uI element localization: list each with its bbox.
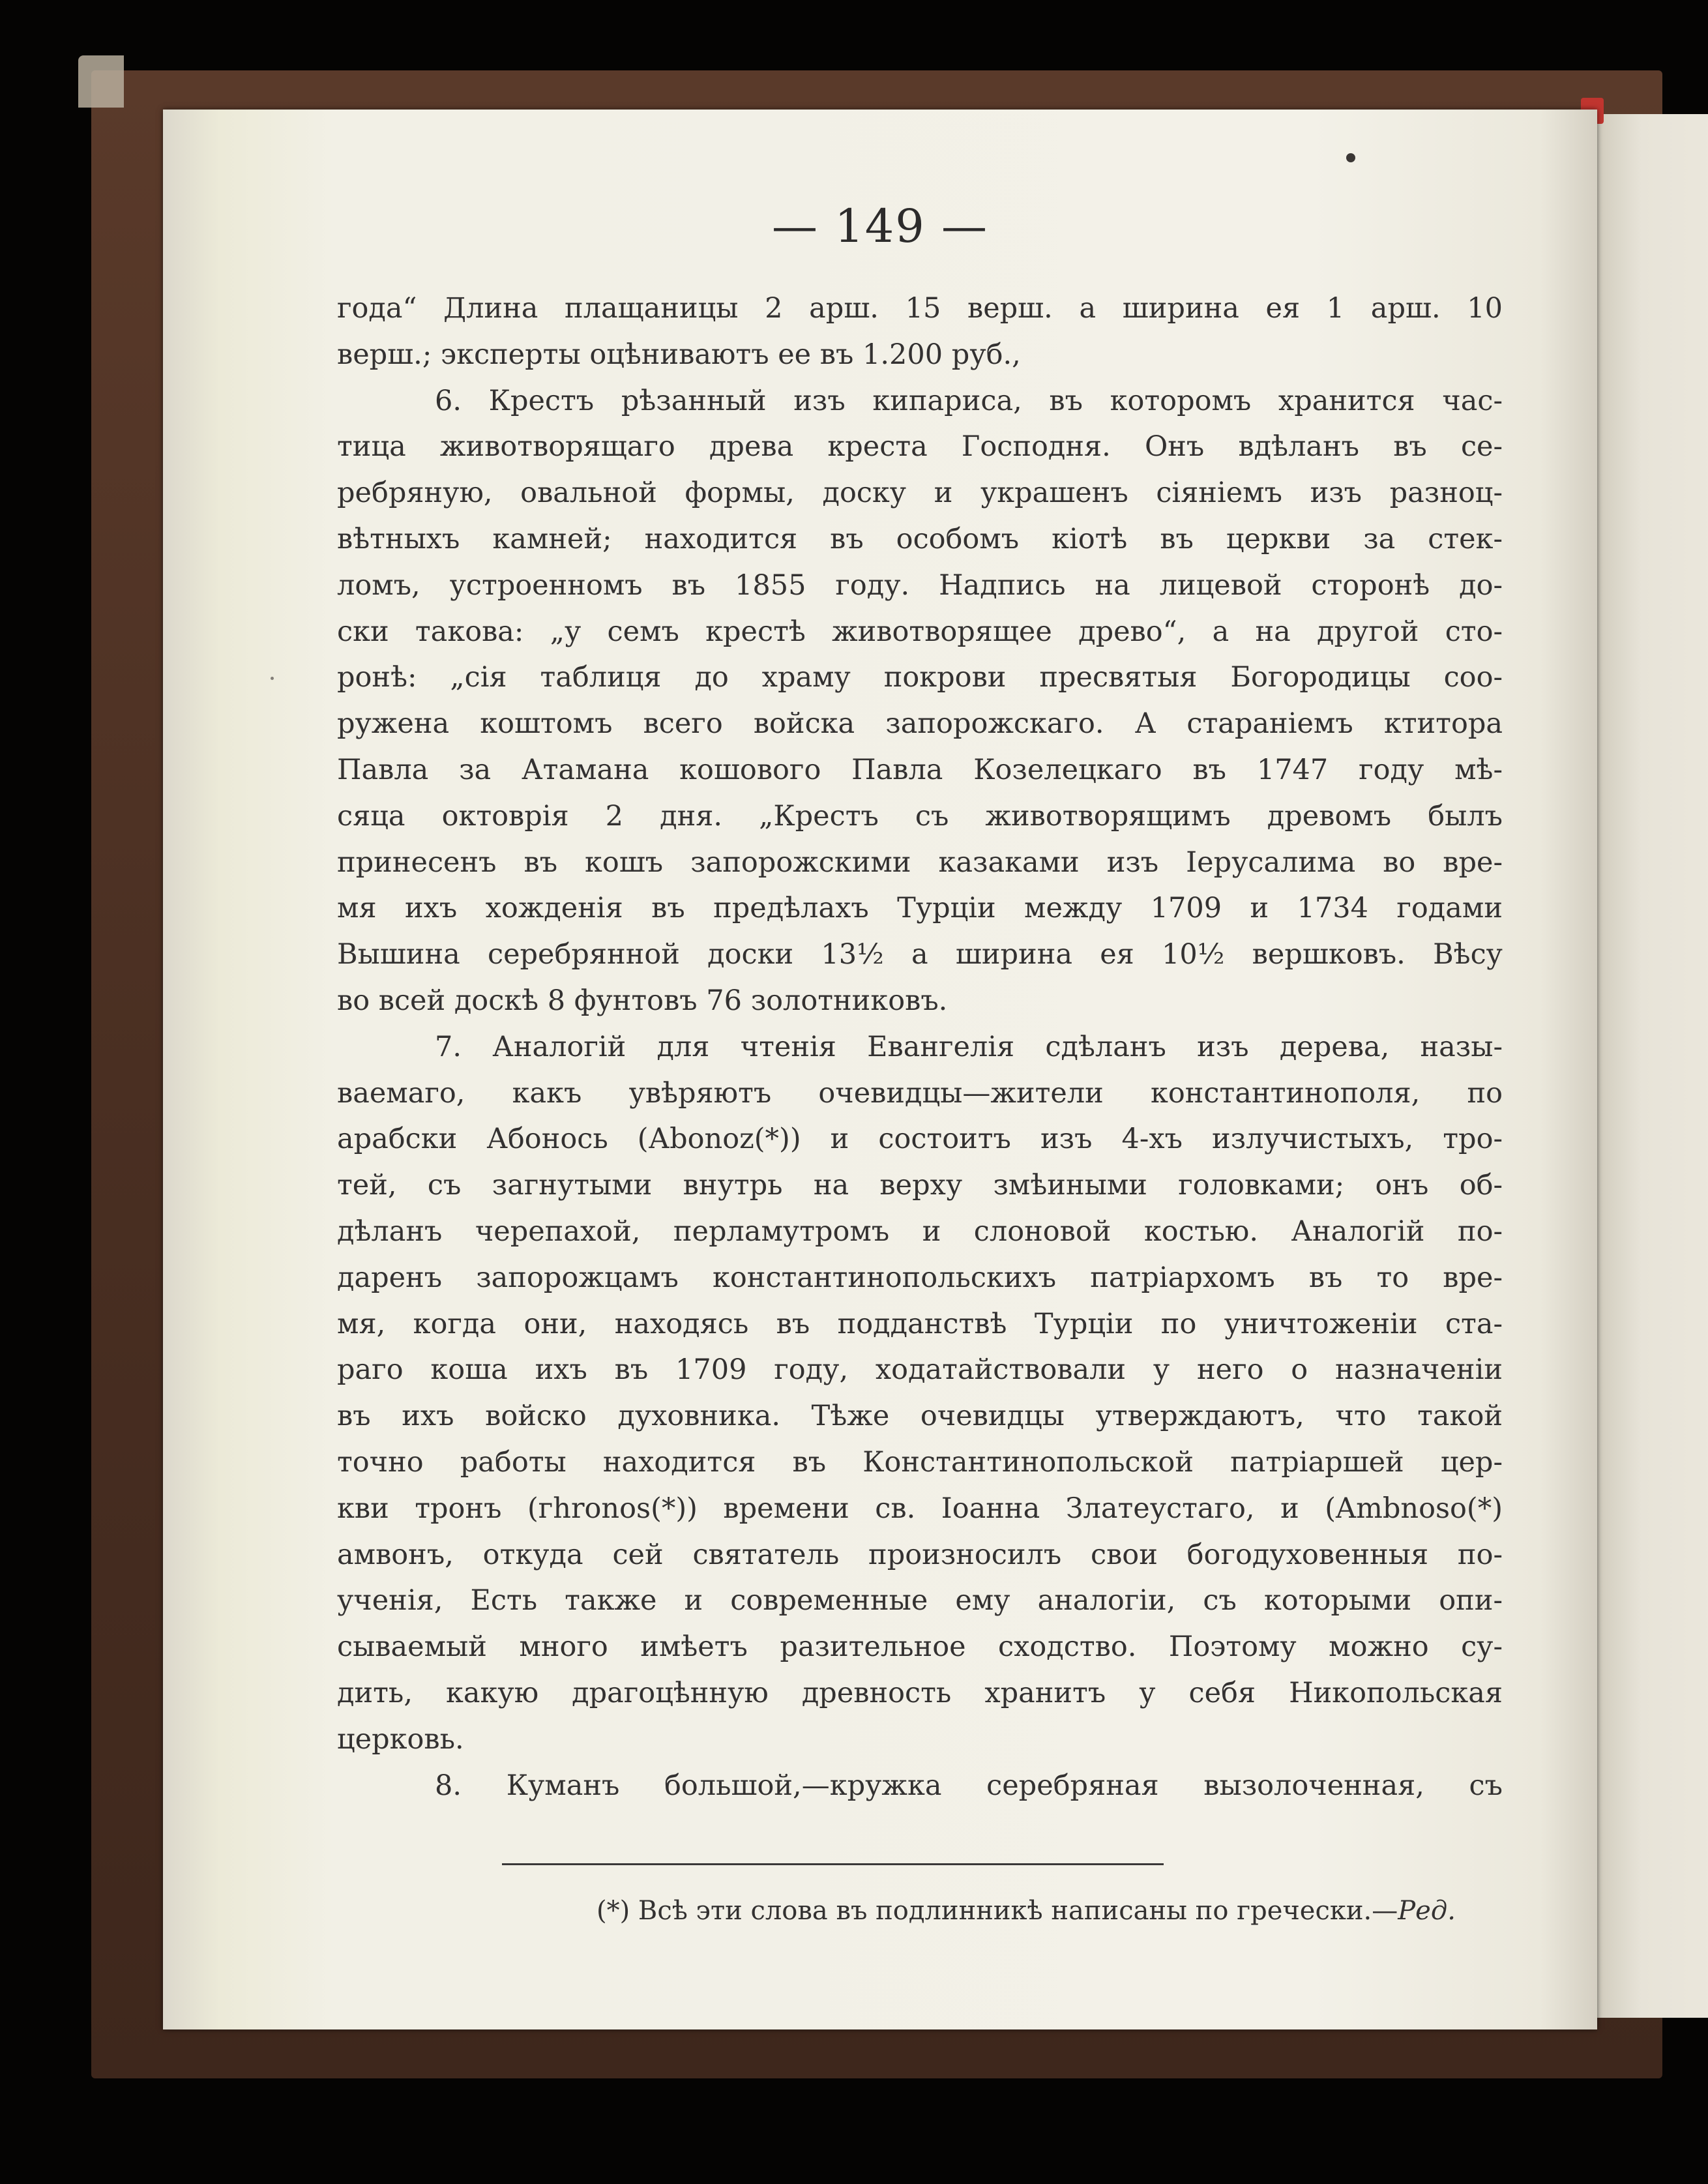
- text-line: ружена коштомъ всего войска запорожскаго. А стараніемъ ктитора: [337, 707, 1503, 741]
- text-line: точно работы находится въ Константинопольской патріаршей цер-: [337, 1445, 1503, 1479]
- paragraph-8-start: 8. Куманъ большой,—кружка серебряная вызолоченная, съ: [435, 1769, 1503, 1802]
- text-line: раго коша ихъ въ 1709 году, ходатайствовали у него о назначеніи: [337, 1353, 1503, 1387]
- text-line: церковь.: [337, 1722, 464, 1756]
- text-line: ваемаго, какъ увѣряютъ очевидцы—жители константинополя, по: [337, 1076, 1503, 1110]
- page-body: [337, 286, 1503, 1808]
- text-line: вѣтныхъ камней; находится въ особомъ кіотѣ въ церкви за стек-: [337, 522, 1503, 555]
- footnote-divider: [502, 1863, 1164, 1865]
- book-page: [163, 110, 1597, 2029]
- footnote-text: (*) Всѣ эти слова въ подлинникѣ написаны по гречески.—: [596, 1896, 1398, 1926]
- paragraph-6-start: 6. Крестъ рѣзанный изъ кипариса, въ которомъ хранится час-: [435, 384, 1503, 417]
- text-line: сываемый много имѣетъ разительное сходство. Поэтому можно су-: [337, 1631, 1503, 1664]
- text-line: дить, какую драгоцѣнную древность хранитъ у себя Никопольская: [337, 1676, 1503, 1709]
- text-line: Вышина серебрянной доски 13½ а ширина ея 10½ вершковъ. Вѣсу: [337, 938, 1503, 971]
- text-line: амвонъ, откуда сей святатель произносилъ свои богодуховенныя по-: [337, 1538, 1503, 1571]
- cover-worn-corner: [78, 55, 124, 108]
- text-line: даренъ запорожцамъ константинопольскихъ патріархомъ въ то вре-: [337, 1261, 1503, 1294]
- paragraph-7-start: 7. Аналогій для чтенія Евангелія сдѣланъ изъ дерева, назы-: [435, 1030, 1503, 1063]
- text-line: дѣланъ черепахой, перламутромъ и слоновой костью. Аналогій по-: [337, 1215, 1503, 1248]
- text-line: въ ихъ войско духовника. Тѣже очевидцы утверждаютъ, что такой: [337, 1400, 1503, 1433]
- page-number: — 149 —: [771, 199, 989, 253]
- text-line: ребряную, овальной формы, доску и украшенъ сіяніемъ изъ разноц-: [337, 477, 1503, 510]
- text-line: верш.; эксперты оцѣниваютъ ее въ 1.200 руб.,: [337, 338, 1021, 371]
- text-line: кви тронъ (гhronos(*)) времени св. Іоанна Златеустаго, и (Ambnoso(*): [337, 1492, 1503, 1525]
- text-line: ученія, Есть также и современные ему аналогіи, съ которыми опи-: [337, 1584, 1503, 1617]
- text-line: года“ Длина плащаницы 2 арш. 15 верш. а ширина ея 1 арш. 10: [337, 292, 1503, 325]
- facing-page-edge: [1591, 114, 1708, 2018]
- text-line: ломъ, устроенномъ въ 1855 году. Надпись на лицевой сторонѣ до-: [337, 568, 1503, 602]
- footnote-editor-mark: Ред.: [1398, 1896, 1456, 1926]
- text-line: сяца октоврія 2 дня. „Крестъ съ животворящимъ древомъ былъ: [337, 799, 1503, 833]
- text-line: мя, когда они, находясь въ подданствѣ Турціи по уничтоженіи ста-: [337, 1307, 1503, 1340]
- text-line: ронѣ: „сія таблиця до храму покрови пресвятыя Богородицы соо-: [337, 661, 1503, 694]
- ink-speck: [1346, 153, 1355, 162]
- text-line: Павла за Атамана кошового Павла Козелецкаго въ 1747 году мѣ-: [337, 753, 1503, 786]
- text-line: ски такова: „у семъ крестѣ животворящее древо“, а на другой сто-: [337, 615, 1503, 648]
- text-line: во всей доскѣ 8 фунтовъ 76 золотниковъ.: [337, 984, 948, 1017]
- text-line: арабски Абонось (Аbonoz(*)) и состоитъ изъ 4-хъ излучистыхъ, тро-: [337, 1123, 1503, 1156]
- text-line: мя ихъ хожденія въ предѣлахъ Турціи между 1709 и 1734 годами: [337, 892, 1503, 925]
- text-line: тей, съ загнутыми внутрь на верху змѣиными головками; онъ об-: [337, 1169, 1503, 1202]
- text-line: тица животворящаго древа креста Господня. Онъ вдѣланъ въ се-: [337, 430, 1503, 464]
- footnote: [596, 1896, 1506, 1926]
- text-line: принесенъ въ кошъ запорожскими казаками изъ Іерусалима во вре-: [337, 846, 1503, 879]
- ink-speck: [271, 677, 274, 680]
